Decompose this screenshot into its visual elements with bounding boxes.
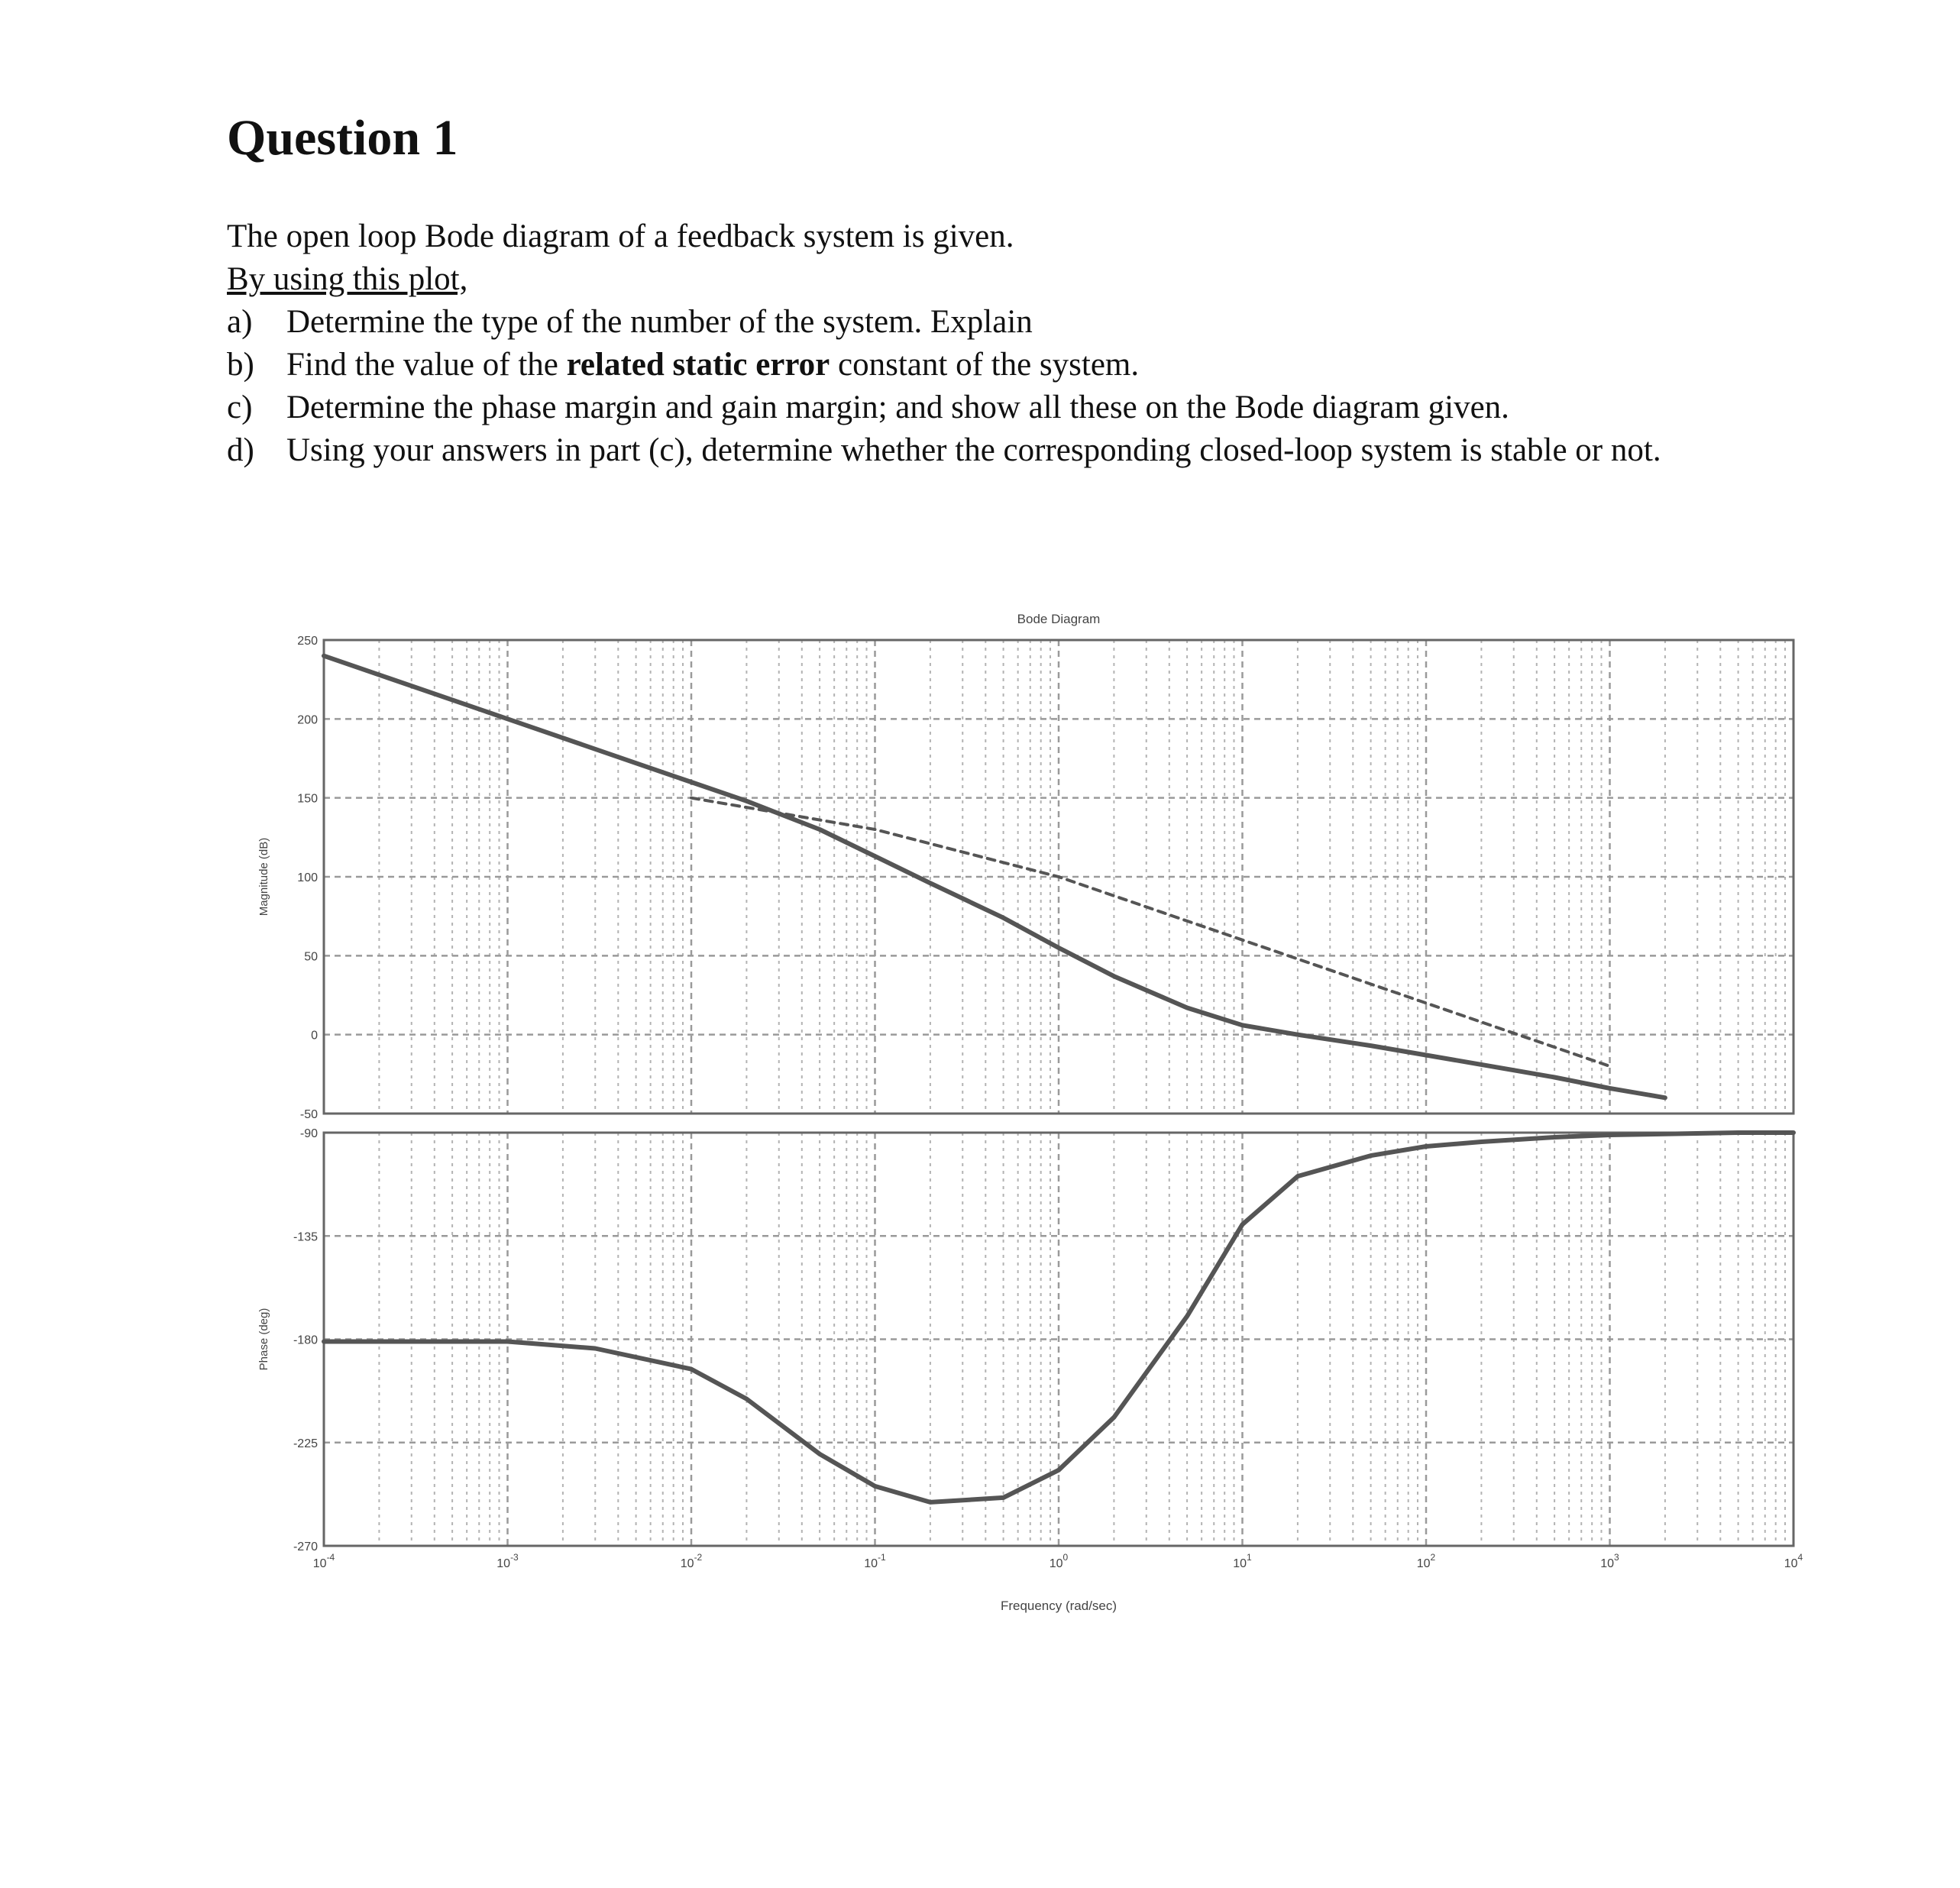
question-instruction: By using this plot, — [227, 261, 468, 297]
y-tick-label: -270 — [293, 1540, 318, 1553]
y-tick-label: 200 — [297, 713, 318, 727]
page-title: Question 1 — [227, 110, 458, 166]
question-marker: b) — [227, 347, 254, 383]
y-axis-label: Phase (deg) — [257, 1308, 270, 1371]
x-tick-label: $10^1$ — [1233, 1552, 1252, 1570]
x-tick-label: $10^2$ — [1416, 1552, 1436, 1570]
question-marker: d) — [227, 432, 254, 468]
x-tick-label: $10^3$ — [1600, 1552, 1619, 1570]
question-text-part: Determine the type of the number of the system. Explain — [286, 304, 1033, 340]
y-tick-label: -225 — [293, 1437, 318, 1450]
y-tick-label: 100 — [297, 871, 318, 884]
question-text-part: Using your answers in part (c), determine whether the corresponding closed-loop system is stable or not. — [286, 432, 1661, 468]
question-text-part: constant of the system. — [830, 347, 1140, 383]
question-intro: The open loop Bode diagram of a feedback system is given. — [227, 218, 1014, 254]
question-text-part: Find the value of the — [286, 347, 567, 383]
x-tick-label: $10^4$ — [1784, 1552, 1803, 1570]
x-tick-label: $10^{-1}$ — [864, 1552, 886, 1570]
y-tick-label: -50 — [299, 1108, 318, 1121]
y-tick-label: 150 — [297, 792, 318, 806]
x-axis-label: Frequency (rad/sec) — [1000, 1599, 1117, 1613]
question-bold-part: related static error — [566, 347, 830, 383]
y-tick-label: -90 — [299, 1127, 318, 1140]
question-text-part: Determine the phase margin and gain margin; and show all these on the Bode diagram given. — [286, 390, 1509, 425]
y-tick-label: 50 — [304, 950, 318, 964]
question-marker: c) — [227, 390, 253, 425]
y-tick-label: 250 — [297, 635, 318, 648]
question-marker: a) — [227, 304, 253, 340]
y-tick-label: -135 — [293, 1230, 318, 1244]
x-tick-label: $10^{-4}$ — [312, 1552, 335, 1570]
magnitude-series-1 — [324, 656, 1665, 1098]
x-tick-label: $10^0$ — [1049, 1552, 1069, 1570]
x-tick-label: $10^{-3}$ — [496, 1552, 519, 1570]
magnitude-series-2 — [691, 798, 1610, 1066]
y-tick-label: 0 — [311, 1029, 318, 1043]
y-axis-label: Magnitude (dB) — [257, 837, 270, 917]
chart-title: Bode Diagram — [1017, 612, 1101, 626]
y-tick-label: -180 — [293, 1334, 318, 1347]
x-tick-label: $10^{-2}$ — [680, 1552, 703, 1570]
